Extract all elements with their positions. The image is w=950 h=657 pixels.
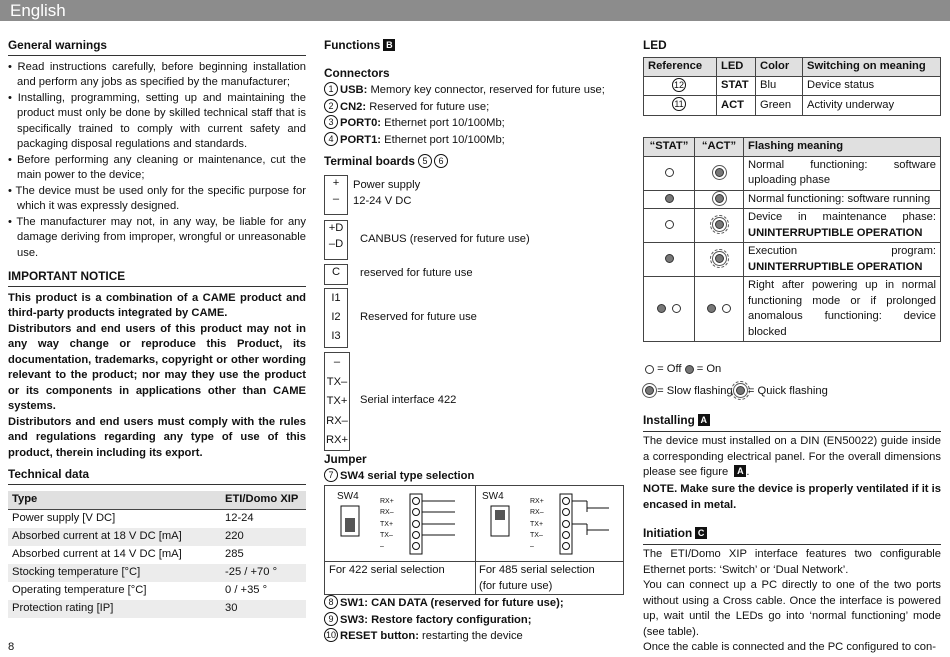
cell: ACT bbox=[717, 96, 756, 116]
terminal-c bbox=[324, 264, 348, 285]
cell bbox=[744, 209, 941, 243]
table-row bbox=[8, 546, 306, 564]
warning-item: • The device must be used only for the specific purpose for which it was expressly designed. bbox=[8, 184, 306, 215]
functions-heading: Functions bbox=[324, 38, 381, 52]
list-item bbox=[324, 99, 624, 116]
pin-label: TX– bbox=[530, 531, 543, 539]
table-row bbox=[644, 209, 941, 243]
ref-number: 12 bbox=[673, 79, 684, 90]
connector-desc: Ethernet port 10/100Mb; bbox=[384, 117, 505, 129]
functions-heading-wrap bbox=[324, 38, 624, 55]
cell: Stocking temperature [°C] bbox=[8, 564, 221, 582]
column-header: ETI/Domo XIP bbox=[221, 491, 306, 510]
table-row bbox=[644, 156, 941, 190]
terminal-inputs bbox=[324, 288, 348, 348]
connector-name: CN2: bbox=[340, 100, 367, 113]
terminal-label: TX– bbox=[326, 375, 348, 388]
connectors-heading: Connectors bbox=[324, 66, 390, 80]
cell: 285 bbox=[225, 547, 244, 560]
page-number: 8 bbox=[8, 641, 15, 653]
list-item bbox=[324, 612, 624, 629]
ref-number: 8 bbox=[324, 595, 338, 609]
cell: 0 / +35 ° bbox=[225, 583, 268, 596]
important-notice-heading: IMPORTANT NOTICE bbox=[8, 269, 306, 287]
cell: Absorbed current at 18 V DC [mA] bbox=[8, 528, 221, 546]
canbus-desc: CANBUS (reserved for future use) bbox=[360, 233, 530, 245]
table-header-row bbox=[8, 491, 306, 510]
table-row bbox=[8, 564, 306, 582]
column-header: Color bbox=[756, 58, 803, 77]
ref-number: 3 bbox=[324, 115, 338, 129]
list-item bbox=[324, 82, 624, 99]
list-item bbox=[324, 628, 624, 645]
sw4-label: SW4 serial type selection bbox=[340, 470, 475, 482]
table-row bbox=[644, 277, 941, 342]
legend-slow: = Slow flashing bbox=[657, 384, 733, 397]
column-header: “STAT” bbox=[644, 138, 695, 157]
caption-line: For 485 serial selection bbox=[479, 564, 595, 576]
notice-paragraph: Distributors and end users must comply with the rules and regulations regarding any type of use of this product, therein including its export. bbox=[8, 415, 306, 459]
cell: Operating temperature [°C] bbox=[12, 583, 147, 596]
figure-ref-badge: B bbox=[383, 39, 395, 51]
header-title: English bbox=[10, 1, 66, 20]
cell: 30 bbox=[221, 600, 306, 618]
item-desc: restarting the device bbox=[422, 630, 523, 642]
meaning-text: Device in maintenance phase: bbox=[748, 211, 936, 223]
led-off-icon bbox=[645, 365, 654, 374]
terminal-label: + bbox=[332, 177, 340, 189]
led-off-icon bbox=[722, 304, 731, 313]
connector-name: PORT0: bbox=[340, 117, 382, 129]
cell: -25 / +70 ° bbox=[221, 564, 306, 582]
legend-on: = On bbox=[696, 363, 722, 375]
act-cell bbox=[695, 277, 744, 342]
initiation-paragraph: Once the cable is connected and the PC configured to con- bbox=[643, 641, 936, 653]
led-heading: LED bbox=[643, 38, 667, 52]
ref-number: 2 bbox=[324, 99, 338, 113]
notice-paragraph: This product is a combination of a CAME product and third-party products integrated by CAME. bbox=[8, 291, 306, 319]
led-quick-flash-icon bbox=[736, 386, 745, 395]
general-warnings-heading: General warnings bbox=[8, 38, 306, 56]
terminal-label: I2 bbox=[331, 311, 341, 323]
act-cell bbox=[695, 156, 744, 190]
terminal-label: – bbox=[333, 356, 341, 368]
led-on-icon bbox=[657, 304, 666, 313]
left-column bbox=[8, 38, 306, 618]
led-on-icon bbox=[685, 365, 694, 374]
pin-labels bbox=[380, 496, 394, 552]
terminal-label: RX+ bbox=[325, 434, 349, 446]
led-on-icon bbox=[665, 194, 674, 203]
cell: Blu bbox=[756, 76, 803, 96]
cell: Normal functioning: software running bbox=[744, 190, 941, 209]
connectors-list bbox=[324, 82, 624, 148]
item-name: SW1: CAN DATA (reserved for future use); bbox=[340, 597, 564, 609]
initiation-paragraph: The ETI/Domo XIP interface features two configurable Ethernet ports: ‘Switch’ or ‘Dual Network’. bbox=[643, 548, 941, 576]
table-header-row bbox=[644, 58, 941, 77]
item-name: RESET button: bbox=[340, 630, 419, 642]
caption-485 bbox=[479, 563, 595, 594]
ref-number: 10 bbox=[325, 630, 336, 640]
cell: 12-24 bbox=[225, 511, 254, 524]
terminal-label: I3 bbox=[331, 330, 341, 342]
act-cell bbox=[695, 190, 744, 209]
table-row bbox=[8, 509, 306, 528]
ref-number: 7 bbox=[324, 468, 338, 482]
warning-item: • Before performing any cleaning or maintenance, cut the main power to the device; bbox=[8, 153, 306, 184]
led-table bbox=[643, 57, 941, 116]
column-header: LED bbox=[717, 58, 756, 77]
led-off-icon bbox=[665, 220, 674, 229]
figure-ref-badge: A bbox=[698, 414, 710, 426]
cell: 220 bbox=[221, 528, 306, 546]
led-quick-flash-icon bbox=[715, 220, 724, 229]
caption-line: (for future use) bbox=[479, 579, 553, 592]
terminal-label: –D bbox=[328, 237, 344, 250]
terminal-label: TX+ bbox=[326, 395, 348, 407]
cell: Normal functioning: software uploading phase bbox=[744, 156, 941, 190]
table-row bbox=[8, 600, 306, 618]
legend-line bbox=[645, 362, 828, 378]
sw-label: SW4 bbox=[337, 491, 359, 502]
connector-desc: Memory key connector, reserved for future use; bbox=[370, 84, 605, 96]
cell: Activity underway bbox=[803, 96, 941, 116]
ref-number: 9 bbox=[324, 612, 338, 626]
installing-note: NOTE. Make sure the device is properly ventilated if it is encased in metal. bbox=[643, 483, 941, 511]
warnings-list bbox=[8, 60, 306, 262]
column-header: Type bbox=[8, 491, 221, 510]
terminal-label: C bbox=[331, 266, 341, 278]
table-row bbox=[644, 243, 941, 277]
pin-labels bbox=[530, 496, 544, 552]
led-slow-flash-icon bbox=[715, 168, 724, 177]
serial-desc: Serial interface 422 bbox=[360, 394, 457, 406]
figure-ref-badge: C bbox=[695, 527, 707, 539]
ref-number: 6 bbox=[434, 154, 448, 168]
terminal-heading: Terminal boards bbox=[324, 154, 415, 168]
terminal-label: – bbox=[332, 192, 340, 205]
pin-label: – bbox=[530, 543, 534, 551]
led-off-icon bbox=[672, 304, 681, 313]
led-on-icon bbox=[707, 304, 716, 313]
table-row bbox=[8, 528, 306, 546]
led-off-icon bbox=[665, 168, 674, 177]
list-item bbox=[324, 132, 624, 149]
ref-number: 4 bbox=[324, 132, 338, 146]
cell: Green bbox=[756, 96, 803, 116]
connector-desc: Reserved for future use; bbox=[369, 100, 490, 113]
warning-item: • The manufacturer may not, in any way, be liable for any damage deriving from improper, wrongful or unreasonable use. bbox=[8, 215, 306, 262]
cell: Absorbed current at 14 V DC [mA] bbox=[12, 547, 182, 560]
item-name: SW3: Restore factory configuration; bbox=[340, 613, 532, 626]
ref-number: 5 bbox=[418, 154, 432, 168]
cell bbox=[644, 96, 717, 116]
led-on-icon bbox=[665, 254, 674, 263]
connector-desc: Ethernet port 10/100Mb; bbox=[384, 133, 505, 146]
ref-number: 11 bbox=[672, 97, 686, 111]
caption-422: For 422 serial selection bbox=[329, 564, 445, 576]
language-header bbox=[0, 0, 950, 21]
technical-data-heading: Technical data bbox=[8, 467, 306, 485]
sw-label: SW4 bbox=[482, 491, 504, 502]
table-header-row bbox=[644, 138, 941, 157]
cell: Power supply [V DC] bbox=[12, 511, 116, 524]
initiation-heading-wrap bbox=[643, 526, 941, 545]
pin-label: TX– bbox=[380, 531, 393, 539]
figure-ref-badge: A bbox=[734, 465, 746, 477]
pin-label: TX+ bbox=[530, 520, 544, 528]
pin-label: RX– bbox=[380, 509, 394, 517]
cell: Protection rating [IP] bbox=[8, 600, 221, 618]
table-row bbox=[644, 76, 941, 96]
column-header: Switching on meaning bbox=[803, 58, 941, 77]
jumper-schematic bbox=[325, 486, 623, 561]
pin-label: RX+ bbox=[530, 498, 544, 505]
switch-list bbox=[324, 595, 624, 645]
inputs-desc: Reserved for future use bbox=[360, 311, 477, 323]
column-header: Flashing meaning bbox=[744, 138, 941, 157]
led-legend bbox=[645, 362, 828, 399]
technical-data-table bbox=[8, 491, 306, 618]
cell: STAT bbox=[717, 76, 756, 96]
flashing-table bbox=[643, 137, 941, 342]
meaning-bold: UNINTERRUPTIBLE OPERATION bbox=[748, 260, 923, 273]
power-desc bbox=[353, 178, 420, 209]
ref-number: 1 bbox=[324, 82, 338, 96]
table-row bbox=[644, 190, 941, 209]
warning-item: • Installing, programming, setting up and maintaining the product must only be done by skilled technical staff that is specifically trained to comply with current safety and packaging disposal regulations and standards. bbox=[8, 91, 306, 153]
stat-cell bbox=[644, 190, 695, 209]
meaning-bold: UNINTERRUPTIBLE OPERATION bbox=[748, 226, 923, 239]
meaning-text: Execution program: bbox=[748, 245, 936, 257]
stat-cell bbox=[644, 243, 695, 277]
terminal-label: +D bbox=[328, 222, 344, 234]
terminal-serial bbox=[324, 352, 350, 451]
terminal-canbus bbox=[324, 220, 348, 260]
led-slow-flash-icon bbox=[645, 386, 654, 395]
pin-label: TX+ bbox=[380, 520, 394, 528]
stat-cell bbox=[644, 209, 695, 243]
terminal-heading-wrap bbox=[324, 154, 450, 171]
jumper-heading: Jumper bbox=[324, 452, 367, 466]
initiation-heading: Initiation bbox=[643, 526, 693, 540]
installing-text: The device must installed on a DIN (EN50022) guide inside a corresponding electrical panel. For the overall dimensions please see figure A . bbox=[643, 435, 941, 478]
connector-name: USB: bbox=[340, 84, 368, 96]
power-desc-line: 12-24 V DC bbox=[353, 194, 412, 207]
jumper-diagram bbox=[324, 485, 624, 595]
led-quick-flash-icon bbox=[715, 254, 724, 263]
list-item bbox=[324, 595, 624, 612]
terminal-label: RX– bbox=[326, 414, 348, 427]
stat-cell bbox=[644, 156, 695, 190]
cell bbox=[644, 76, 717, 96]
act-cell bbox=[695, 209, 744, 243]
act-cell bbox=[695, 243, 744, 277]
divider bbox=[325, 561, 623, 562]
cell bbox=[744, 243, 941, 277]
pin-label: RX+ bbox=[380, 498, 394, 505]
power-desc-line: Power supply bbox=[353, 179, 421, 191]
column-header: Reference bbox=[644, 58, 717, 77]
notice-paragraph: Distributors and end users of this product may not in any way change or reproduce this Product, its documentation, trademarks, copyright or other wording relevant to the product; nor may they use the product or its components in applications other than CAME systems. bbox=[8, 322, 306, 412]
legend-off: = Off bbox=[657, 363, 682, 375]
installing-body: The device must installed on a DIN (EN50022) guide inside a corresponding electrical panel. For the overall dimensions please see figure bbox=[643, 435, 941, 478]
connector-name: PORT1: bbox=[340, 133, 382, 146]
installing-heading-wrap bbox=[643, 413, 941, 432]
legend-line bbox=[645, 384, 828, 400]
c-desc: reserved for future use bbox=[360, 267, 473, 279]
cell: Right after powering up in normal functioning mode or if prolonged anomalous functioning: device blocked bbox=[744, 277, 941, 342]
pin-label: RX– bbox=[530, 509, 544, 517]
initiation-text bbox=[643, 547, 941, 656]
cell: Device status bbox=[803, 76, 941, 96]
column-header: “ACT” bbox=[695, 138, 744, 157]
installing-heading: Installing bbox=[643, 413, 695, 427]
pin-label: – bbox=[380, 543, 384, 551]
initiation-paragraph: You can connect up a PC directly to one of the two ports without using a Cross cable. Once the interface is powered up, wait until the LEDs go into ‘normal functioning’ mode (see table). bbox=[643, 579, 941, 638]
terminal-power bbox=[324, 175, 348, 215]
legend-quick: = Quick flashing bbox=[747, 384, 828, 397]
led-slow-flash-icon bbox=[715, 194, 724, 203]
list-item bbox=[324, 115, 624, 132]
table-row bbox=[644, 96, 941, 116]
terminal-label: I1 bbox=[331, 292, 341, 304]
sw4-line bbox=[324, 468, 474, 485]
warning-item: • Read instructions carefully, before beginning installation and perform any jobs as specified by the manufacturer; bbox=[8, 60, 306, 91]
table-row bbox=[8, 582, 306, 600]
stat-cell bbox=[644, 277, 695, 342]
